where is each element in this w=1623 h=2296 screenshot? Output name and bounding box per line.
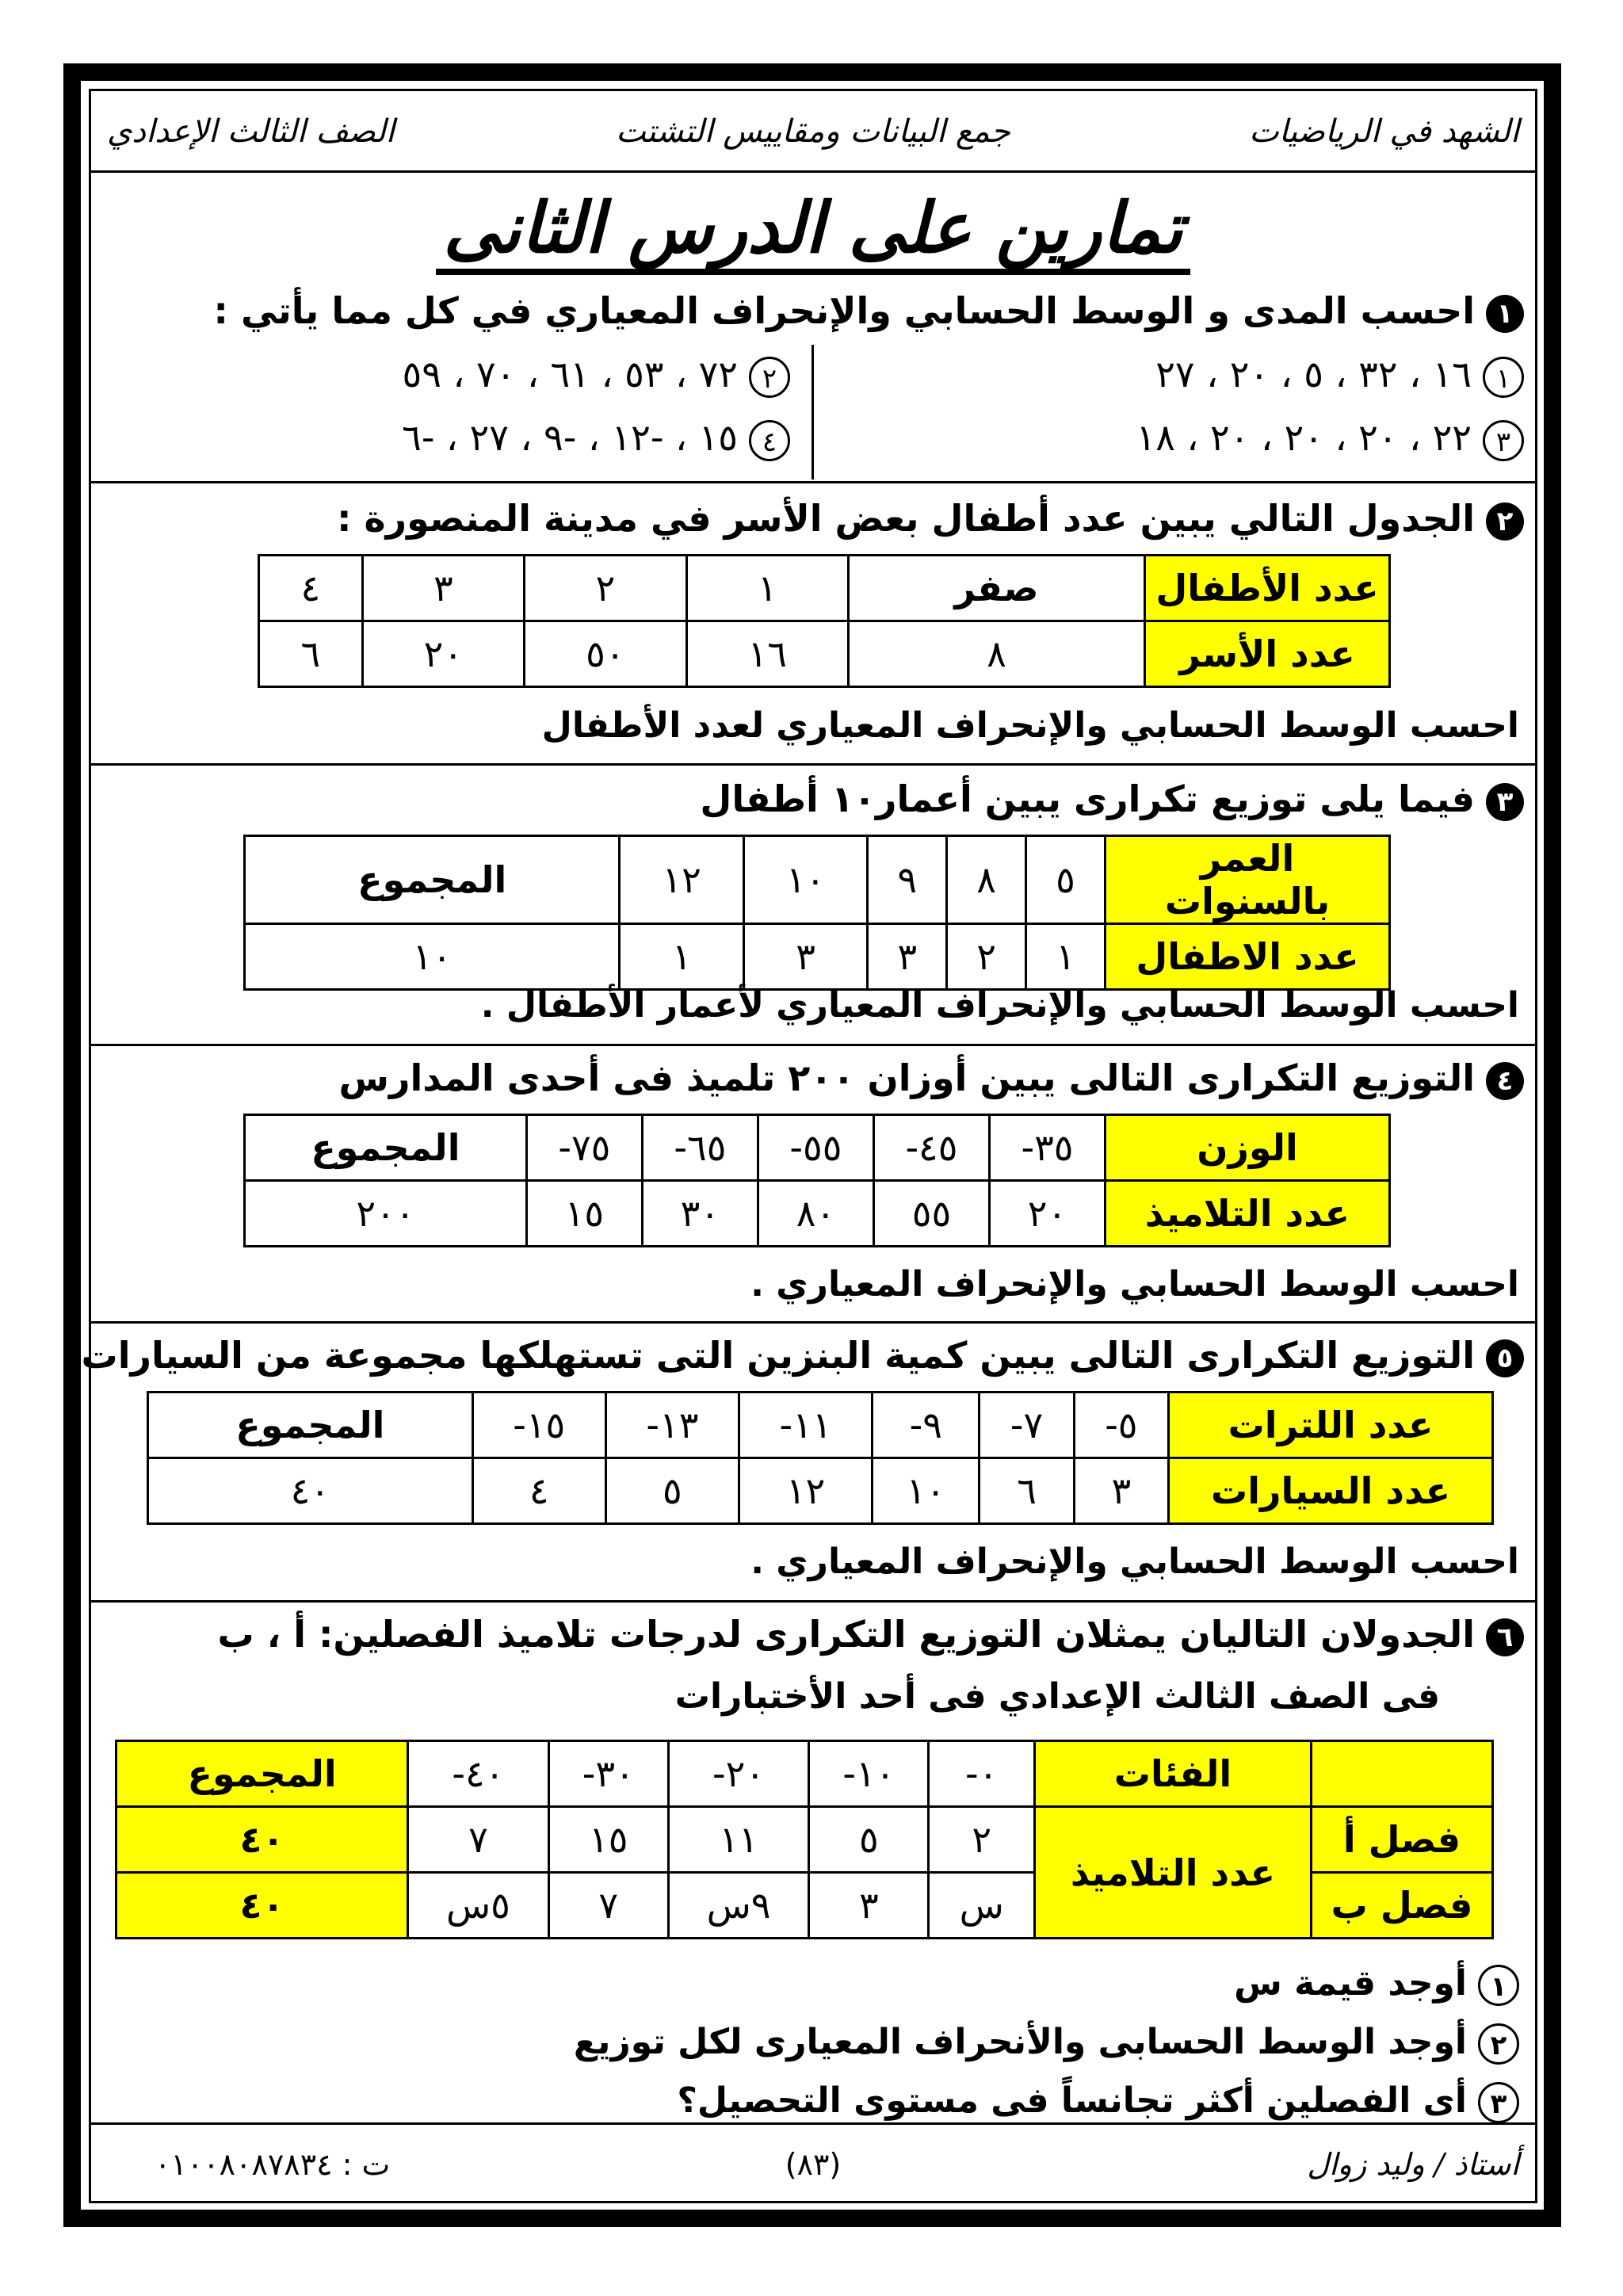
table-row: عدد الاطفال ١ ٢ ٣ ٣ ١ ١٠ (245, 924, 1390, 990)
footer-author: أستاذ / وليد زوال (1307, 2147, 1519, 2182)
section-divider (91, 1600, 1535, 1603)
section-divider (91, 1044, 1535, 1046)
question-text: فيما يلى توزيع تكرارى يبين أعمار١٠ أطفال (700, 777, 1475, 820)
section-divider (91, 763, 1535, 766)
task-text: احسب الوسط الحسابي والإنحراف المعياري . (750, 1264, 1519, 1305)
task-item: ١أوجد قيمة س (1234, 1963, 1519, 2006)
question-text: الجدول التالي يبين عدد أطفال بعض الأسر في مدينة المنصورة : (337, 497, 1475, 540)
table-row: عدد اللترات ٥- ٧- ٩- ١١- ١٣- ١٥- المجموع (148, 1392, 1493, 1458)
question-6-continued: فى الصف الثالث الإعدادي فى أحد الأختبارات (674, 1676, 1440, 1717)
fuel-table (147, 1391, 1494, 1525)
section-divider (91, 481, 1535, 483)
column-divider (812, 345, 814, 479)
table-row: العمر بالسنوات ٥ ٨ ٩ ١٠ ١٢ المجموع (245, 836, 1390, 924)
table-row: عدد التلاميذ ٢٠ ٥٥ ٨٠ ٣٠ ١٥ ٢٠٠ (245, 1181, 1390, 1247)
question-2: ٢الجدول التالي يبين عدد أطفال بعض الأسر في مدينة المنصورة : (337, 497, 1524, 541)
question-text: التوزيع التكرارى التالى يبين أوزان ٢٠٠ تلميذ فى أحدى المدارس (338, 1056, 1475, 1099)
header-book-title: الشهد في الرياضيات (1249, 113, 1519, 150)
task-item: ٣أى الفصلين أكثر تجانساً فى مستوى التحصيل؟ (677, 2080, 1519, 2123)
weights-table (243, 1114, 1391, 1247)
sequence-item: ٣٢٢ ، ٢٠ ، ٢٠ ، ٢٠ ، ١٨ (1136, 416, 1524, 461)
page-title: تمارين على الدرس الثانى (91, 186, 1535, 269)
task-text: احسب الوسط الحسابي والإنحراف المعياري لأعمار الأطفال . (480, 985, 1519, 1026)
header-unit-title: جمع البيانات ومقاييس التشتت (616, 113, 1010, 150)
table-row: عدد الأسر ٨ ١٦ ٥٠ ٢٠ ٦ (259, 621, 1390, 687)
table-row: الوزن ٣٥- ٤٥- ٥٥- ٦٥- ٧٥- المجموع (245, 1115, 1390, 1181)
task-text: احسب الوسط الحسابي والإنحراف المعياري . (750, 1541, 1519, 1582)
question-number-badge: ١ (1486, 295, 1524, 333)
question-text: الجدولان التاليان يمثلان التوزيع التكرارى لدرجات تلاميذ الفصلين: أ ، ب (217, 1613, 1475, 1656)
sequence-item: ٤١٥ ، -١٢ ، -٩ ، ٢٧ ، -٦ (402, 416, 790, 461)
classes-table (115, 1740, 1494, 1939)
page-number: (٨٣) (785, 2147, 842, 2182)
question-4: ٤التوزيع التكرارى التالى يبين أوزان ٢٠٠ تلميذ فى أحدى المدارس (338, 1056, 1524, 1100)
question-5: ٥التوزيع التكرارى التالى يبين كمية البنزين التى تستهلكها مجموعة من السيارات (82, 1334, 1524, 1377)
table-row: عدد الأطفال صفر ١ ٢ ٣ ٤ (259, 556, 1390, 621)
question-text: احسب المدى و الوسط الحسابي والإنحراف المعياري في كل مما يأتي : (213, 289, 1475, 332)
question-6: ٦الجدولان التاليان يمثلان التوزيع التكرارى لدرجات تلاميذ الفصلين: أ ، ب (218, 1613, 1524, 1656)
ages-table (243, 835, 1391, 991)
task-text: احسب الوسط الحسابي والإنحراف المعياري لعدد الأطفال (541, 705, 1519, 746)
page-header (91, 91, 1535, 173)
table-row: الفئات ٠- ١٠- ٢٠- ٣٠- ٤٠- المجموع (116, 1741, 1493, 1807)
sequence-item: ١١٦ ، ٣٢ ، ٥ ، ٢٠ ، ٢٧ (1155, 353, 1524, 398)
question-text: التوزيع التكرارى التالى يبين كمية البنزين التى تستهلكها مجموعة من السيارات (81, 1334, 1475, 1377)
question-3: ٣فيما يلى توزيع تكرارى يبين أعمار١٠ أطفال (700, 777, 1524, 821)
worksheet-page (81, 89, 1537, 2203)
table-row: عدد السيارات ٣ ٦ ١٠ ١٢ ٥ ٤ ٤٠ (148, 1458, 1493, 1524)
task-item: ٢أوجد الوسط الحسابى والأنحراف المعيارى لكل توزيع (574, 2022, 1519, 2065)
header-grade: الصف الثالث الإعدادي (107, 113, 395, 150)
question-1 (214, 289, 1524, 333)
sequence-item: ٢٧٢ ، ٥٣ ، ٦١ ، ٧٠ ، ٥٩ (403, 353, 790, 398)
table-row: فصل أ عدد التلاميذ ٢ ٥ ١١ ١٥ ٧ ٤٠ (116, 1807, 1493, 1873)
section-divider (91, 1321, 1535, 1324)
table-row: فصل ب س ٣ ٩س ٧ ٥س ٤٠ (116, 1873, 1493, 1939)
children-table (258, 554, 1391, 688)
footer-phone: ت : ٠١٠٠٨٠٨٧٨٣٤ (155, 2147, 391, 2182)
page-footer (91, 2122, 1535, 2201)
